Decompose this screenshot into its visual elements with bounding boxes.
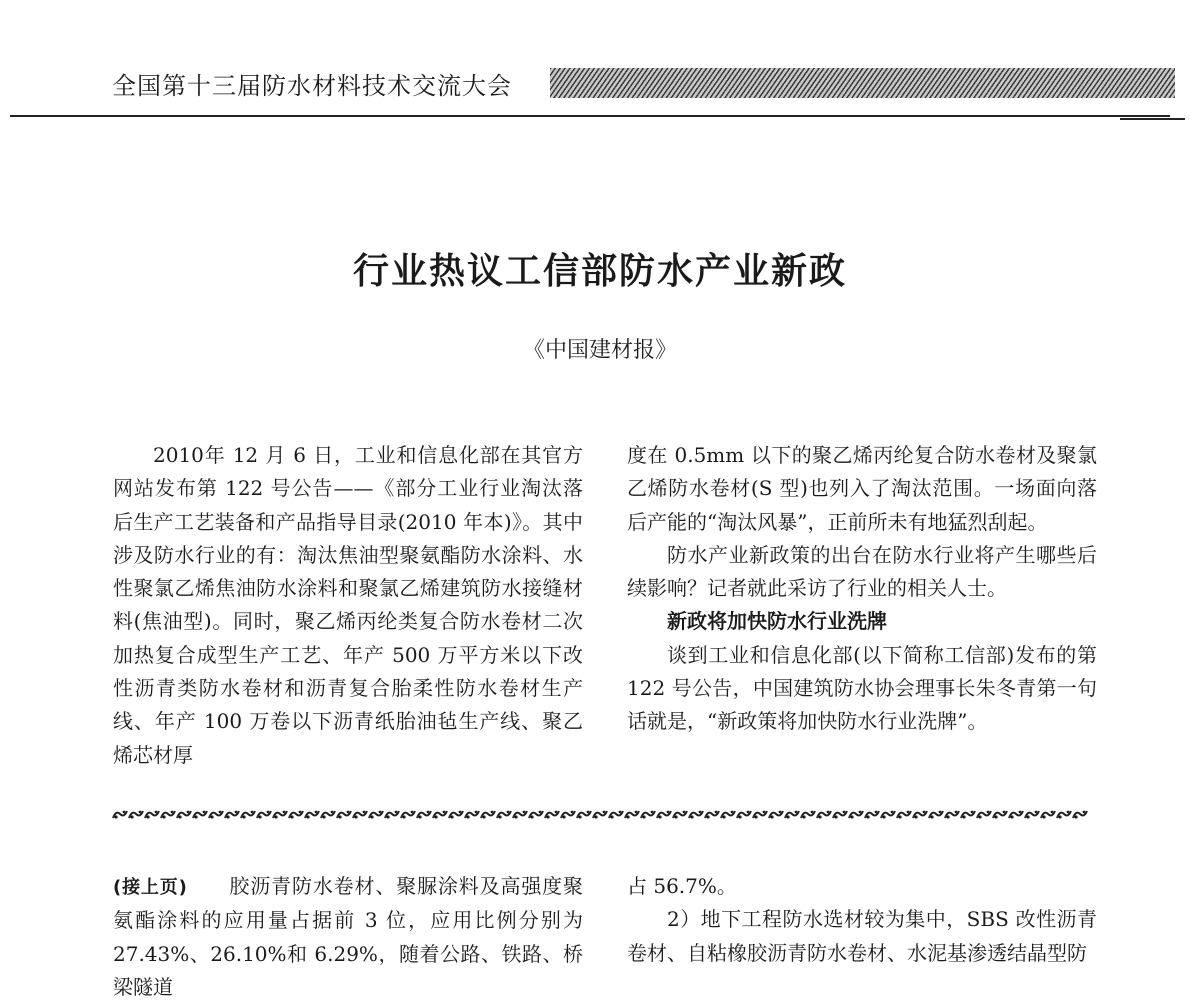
paragraph: 2）地下工程防水选材较为集中，SBS 改性沥青卷材、自粘橡胶沥青防水卷材、水泥基渗透结晶型防 [627, 907, 1097, 965]
section-subheading: 新政将加快防水行业洗牌 [667, 609, 887, 634]
paragraph: 谈到工业和信息化部(以下简称工信部)发布的第 122 号公告，中国建筑防水协会理事长朱冬青第一句话就是，“新政策将加快防水行业洗牌”。 [627, 642, 1097, 734]
continued-column-right [627, 870, 1097, 970]
article-title: 行业热议工信部防水产业新政 [352, 250, 847, 292]
continued-text: 胶沥青防水卷材、聚脲涂料及高强度聚氨酯涂料的应用量占据前 3 位，应用比例分别为 27.43%、26.10%和 6.29%，随着公路、铁路、桥梁隧道 [113, 874, 584, 999]
continued-column-left [113, 870, 583, 1004]
continued-lead: (接上页) [113, 877, 187, 898]
article-column-left [113, 439, 583, 772]
header-hatched-band [550, 68, 1175, 98]
conference-header-title: 全国第十三届防水材料技术交流大会 [112, 72, 512, 100]
header-rule [10, 115, 1170, 117]
paragraph: 占 56.7%。 [627, 874, 737, 898]
article-column-right [627, 439, 1097, 739]
decorative-divider [112, 808, 1088, 820]
paragraph: 防水产业新政策的出台在防水行业将产生哪些后续影响？记者就此采访了行业的相关人士。 [627, 542, 1097, 601]
paragraph: 度在 0.5mm 以下的聚乙烯丙纶复合防水卷材及聚氯乙烯防水卷材(S 型)也列入了淘汰范围。一场面向落后产能的“淘汰风暴”，正前所未有地猛烈刮起。 [627, 443, 1097, 534]
paragraph: 2010年 12 月 6 日，工业和信息化部在其官方网站发布第 122 号公告——《部分工业行业淘汰落后生产工艺装备和产品指导目录(2010 年本)》。其中涉及防水行业的有：淘汰焦油型聚氨酯防水涂料、水性聚氯乙烯焦油防水涂料和聚氯乙烯建筑防水接缝材料(焦油型)。同时，聚乙烯丙纶类复合防水卷材二次加热复合成型生产工艺、年产 500 万平方米以下改性沥青类防水卷材和沥青复合胎柔性防水卷材生产线、年产 100 万卷以下沥青纸胎油毡生产线、聚乙烯芯材厚 [113, 443, 583, 767]
paragraph [113, 870, 583, 1004]
header-rule-tail [1120, 118, 1185, 120]
article-source: 《中国建材报》 [522, 338, 677, 363]
